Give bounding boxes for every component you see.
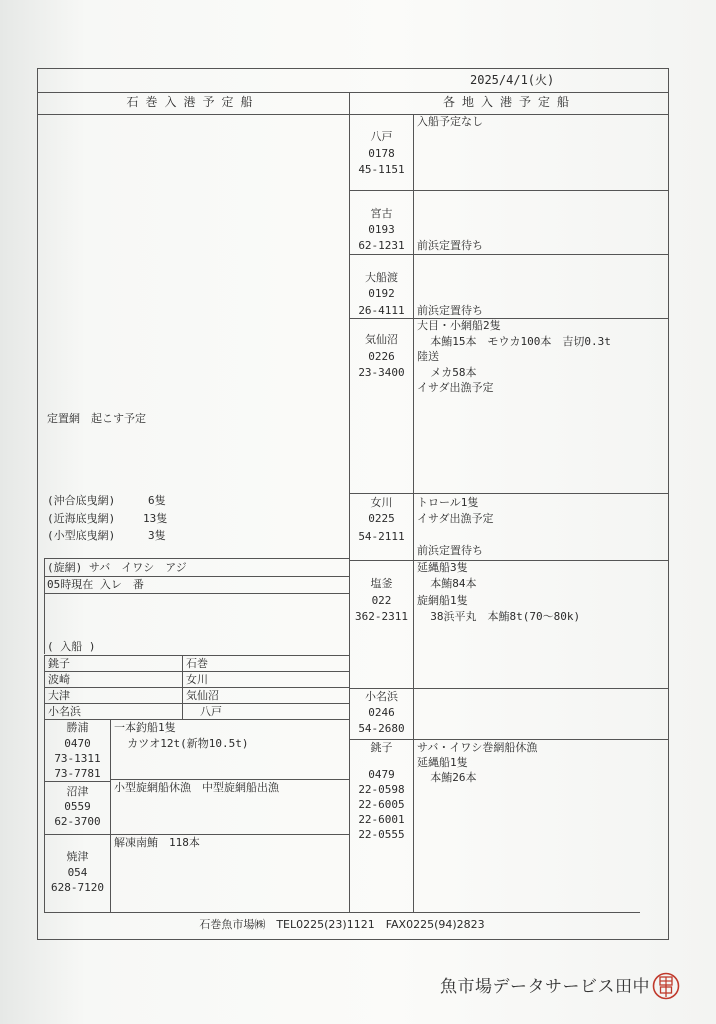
signature: 魚市場データサービス田中 [440, 977, 650, 997]
port-note: 本鮪26本 [417, 771, 477, 784]
region-line: 小型旋網船休漁 中型旋網船出漁 [114, 781, 279, 794]
port-name: 小名浜 [365, 690, 398, 703]
divider [349, 493, 669, 494]
port-note: 前浜定置待ち [417, 544, 483, 557]
port-tel: 0178 [368, 147, 395, 160]
port-left: 小名浜 [48, 705, 81, 718]
port-note: 入船予定なし [417, 115, 483, 128]
region-tel: 73-1311 [54, 752, 101, 765]
port-note: 本鮪84本 [417, 577, 477, 590]
personal-seal-icon [652, 972, 680, 1000]
region-tel: 0559 [64, 800, 91, 813]
port-note: サバ・イワシ巻網船休漁 [417, 741, 538, 754]
region-tel: 054 [67, 866, 88, 879]
teichi-note: 定置網 起こす予定 [47, 412, 146, 425]
divider [37, 114, 669, 115]
port-left: 波崎 [48, 673, 70, 686]
region-line: カツオ12t(新物10.5t) [114, 737, 249, 750]
divider [349, 560, 669, 561]
divider [44, 671, 350, 672]
port-left: 大津 [48, 689, 70, 702]
port-tel: 54-2680 [358, 722, 405, 735]
port-note: メカ58本 [417, 366, 477, 379]
divider [44, 781, 110, 782]
port-left: 銚子 [48, 657, 70, 670]
port-name: 宮古 [370, 207, 393, 220]
port-tel: 0193 [368, 223, 395, 236]
port-tel: 0479 [368, 768, 395, 781]
port-name: 八戸 [370, 130, 393, 143]
divider [44, 576, 350, 577]
region-tel: 628-7120 [51, 881, 104, 894]
region-line: 解凍南鮪 118本 [114, 836, 200, 849]
report-date: 2025/4/1(火) [470, 73, 555, 87]
divider [349, 688, 669, 689]
divider [349, 318, 669, 319]
divider [110, 719, 111, 912]
trawl-name: (小型底曳網) [47, 529, 116, 542]
divider [110, 779, 350, 780]
left-header: 石巻入港予定船 [126, 95, 260, 109]
divider [44, 655, 350, 656]
divider [349, 739, 669, 740]
region-name: 焼津 [66, 850, 89, 863]
footer-contact: 石巻魚市場㈱ TEL0225(23)1121 FAX0225(94)2823 [199, 918, 485, 931]
region-name: 勝浦 [66, 721, 89, 734]
port-tel: 45-1151 [358, 163, 405, 176]
port-name: 銚子 [370, 741, 393, 754]
port-note: トロール1隻 [417, 496, 479, 509]
port-note: 前浜定置待ち [417, 239, 483, 252]
port-note: 38浜平丸 本鮪8t(70〜80k) [417, 610, 581, 623]
port-note: イサダ出漁予定 [417, 512, 494, 525]
region-tel: 73-7781 [54, 767, 101, 780]
port-tel: 0225 [368, 512, 395, 525]
port-right: 女川 [186, 673, 208, 686]
port-right: 八戸 [200, 705, 222, 718]
right-header: 各地入港予定船 [442, 95, 576, 109]
divider [349, 190, 669, 191]
divider [37, 92, 669, 93]
genzai-status: 05時現在 入レ 番 [47, 578, 144, 591]
trawl-name: (近海底曳網) [47, 512, 116, 525]
region-name: 沼津 [66, 785, 89, 798]
port-note: 延縄船3隻 [417, 561, 468, 574]
trawl-count: 6隻 [148, 494, 166, 507]
divider [44, 834, 350, 835]
divider [44, 912, 640, 913]
region-tel: 0470 [64, 737, 91, 750]
port-tel: 23-3400 [358, 366, 405, 379]
port-right: 石巻 [186, 657, 208, 670]
port-tel: 0246 [368, 706, 395, 719]
divider [44, 593, 350, 594]
port-note: 前浜定置待ち [417, 304, 483, 317]
region-line: 一本釣船1隻 [114, 721, 176, 734]
port-note: 大目・小網船2隻 [417, 319, 501, 332]
port-name: 塩釜 [370, 577, 393, 590]
port-tel: 62-1231 [358, 239, 405, 252]
divider [44, 558, 45, 654]
region-tel: 62-3700 [54, 815, 101, 828]
port-tel: 022 [371, 594, 392, 607]
port-tel: 0226 [368, 350, 395, 363]
port-tel: 0192 [368, 287, 395, 300]
divider [44, 558, 350, 559]
port-note: 陸送 [417, 350, 439, 363]
divider [44, 719, 350, 720]
port-tel: 26-4111 [358, 304, 405, 317]
trawl-name: (沖合底曳網) [47, 494, 116, 507]
port-tel: 22-6005 [358, 798, 405, 811]
port-name: 女川 [370, 496, 393, 509]
makiami-species: (旋網) サバ イワシ アジ [47, 561, 187, 574]
divider [44, 703, 350, 704]
divider [349, 254, 669, 255]
port-tel: 362-2311 [355, 610, 408, 623]
divider [413, 114, 414, 912]
trawl-count: 13隻 [143, 512, 168, 525]
port-tel: 22-0555 [358, 828, 405, 841]
port-name: 大船渡 [365, 271, 398, 284]
port-tel: 54-2111 [358, 530, 405, 543]
divider [44, 687, 350, 688]
port-tel: 22-6001 [358, 813, 405, 826]
port-note: 延縄船1隻 [417, 756, 468, 769]
trawl-count: 3隻 [148, 529, 166, 542]
nyusen-label: ( 入船 ) [47, 640, 96, 653]
port-right: 気仙沼 [186, 689, 219, 702]
port-name: 気仙沼 [365, 333, 398, 346]
port-note: イサダ出漁予定 [417, 381, 494, 394]
port-note: 本鮪15本 モウカ100本 吉切0.3t [417, 335, 611, 348]
port-tel: 22-0598 [358, 783, 405, 796]
port-note: 旋網船1隻 [417, 594, 468, 607]
